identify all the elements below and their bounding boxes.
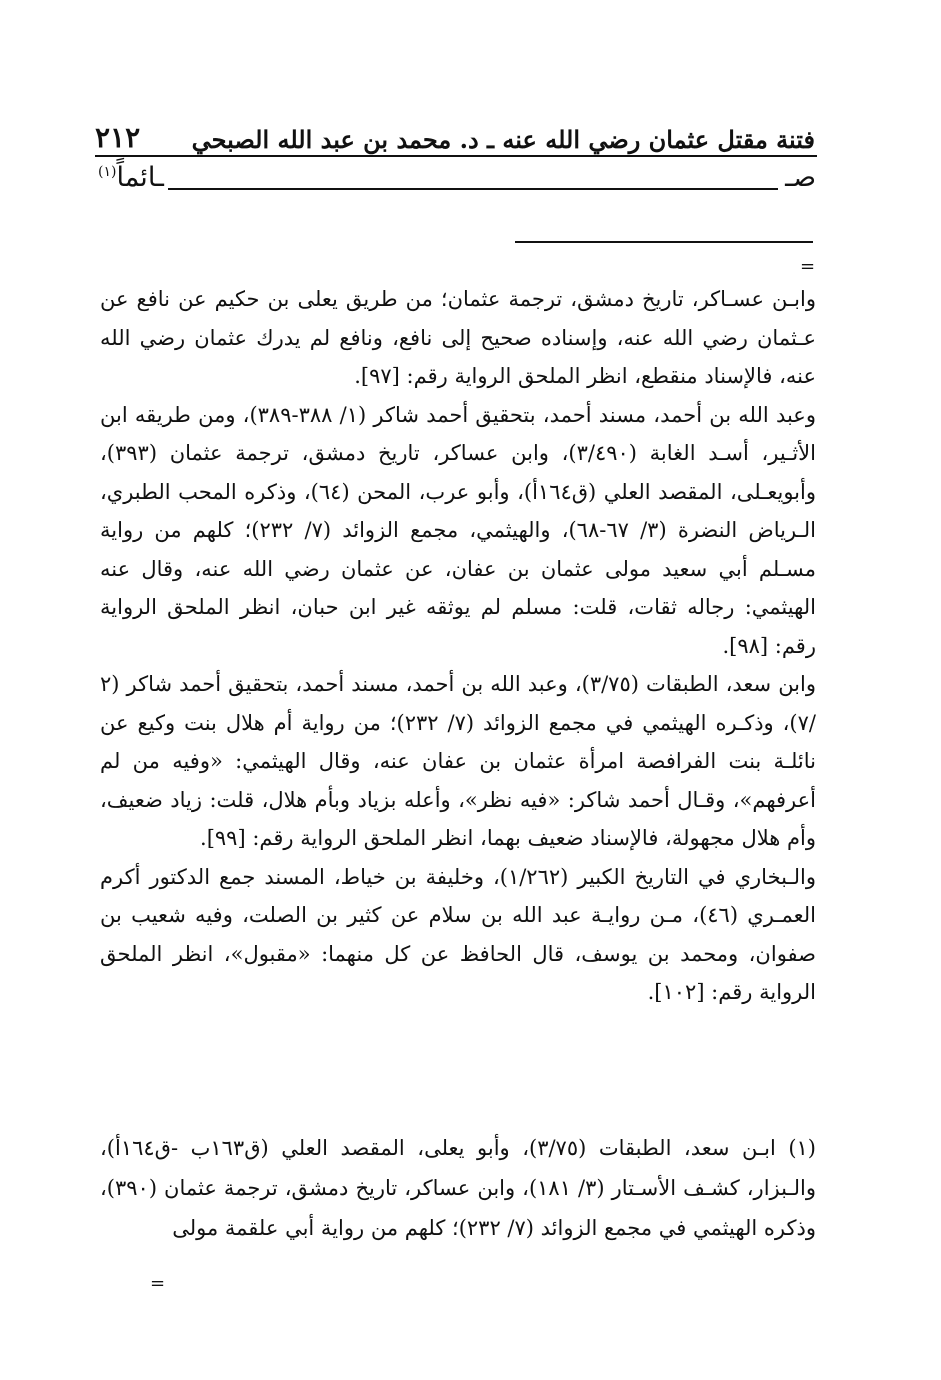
note-paragraph: وابن سعد، الطبقات (٣/٧٥)، وعبد الله بن أحمد، مسند أحمد، بتحقيق أحمد شاكر (٢ /٧)، وذكـره الهيثمي في مجمع الزوائد (٧/ ٢٣٢)؛ من رواية أم هلال بنت وكيع عن نائلـة بنت الفرافصة امرأة عثمان بن عفان عنه، وقال الهيثمي: «وفيه من لم أعرفهم»، وقـال أحمد شاكر: «فيه نظر»، وأعله بزياد وبأم هلال، قلت: زياد ضعيف، وأم هلال مجهولة، فالإسناد ضعيف بهما، انظر الملحق الرواية رقم: [٩٩].: [100, 672, 816, 850]
notes-body: [100, 280, 816, 1012]
note-paragraph: وعبد الله بن أحمد، مسند أحمد، بتحقيق أحمد شاكر (١/ ٣٨٨-٣٨٩)، ومن طريقه ابن الأثـير، أسـد الغابة (٣/٤٩٠)، وابن عساكر، تاريخ دمشق، ترجمة عثمان (٣٩٣)، وأبويعـلى، المقصد العلي (ق١٦٤أ)، وأبو عرب، المحن (٦٤)، وذكره المحب الطبري، الـرياض النضرة (٣/ ٦٧-٦٨)، والهيثمي، مجمع الزوائد (٧/ ٢٣٢)؛ كلهم من رواية مسـلم أبي سعيد مولى عثمان بن عفان، عن عثمان رضي الله عنه، وقال عنه الهيثمي: رجاله ثقات، قلت: مسلم لم يوثقه غير ابن حبان، انظر الملحق الرواية رقم: [٩٨].: [100, 402, 817, 658]
header-rule: [95, 155, 817, 157]
verse-end-word: ـائماً: [116, 162, 164, 193]
continuation-mark-top: =: [800, 256, 816, 277]
verse-line: [98, 160, 816, 200]
verse-end: [98, 162, 164, 193]
verse-start: صـ: [785, 162, 816, 193]
footnote-separator: [515, 241, 813, 243]
running-header: [95, 108, 815, 154]
note-paragraph: وابـن عسـاكر، تاريخ دمشق، ترجمة عثمان؛ من طريق يعلى بن حكيم عن نافع عن عـثمان رضي الله عنه، وإسناده صحيح إلى نافع، ونافع لم يدرك عثمان رضي الله عنه، فالإسناد منقطع، انظر الملحق الرواية رقم: [٩٧].: [100, 287, 816, 388]
header-title: فتنة مقتل عثمان رضي الله عنه ـ د. محمد بن عبد الله الصبحي: [191, 125, 815, 154]
continuation-mark-bottom: =: [150, 1273, 166, 1294]
verse-footnote-marker: (١): [98, 164, 117, 180]
verse-stretch-line: [168, 188, 778, 190]
page-number: ٢١٢: [95, 121, 141, 154]
note-paragraph: والـبخاري في التاريخ الكبير (١/٢٦٢)، وخليفة بن خياط، المسند جمع الدكتور أكرم العمـري (٤٦)، مـن روايـة عبد الله بن سلام عن كثير بن الصلت، وفيه شعيب بن صفوان، ومحمد بن يوسف، قال الحافظ عن كل منهما: «مقبول»، انظر الملحق الرواية رقم: [١٠٢].: [100, 864, 816, 1004]
footnote-1: (١) ابـن سعد، الطبقات (٣/٧٥)، وأبو يعلى، المقصد العلي (ق١٦٣ب -ق١٦٤أ)، والـبزار، كشـف الأسـتار (٣/ ١٨١)، وابن عساكر، تاريخ دمشق، ترجمة عثمان (٣٩٠)، وذكره الهيثمي في مجمع الزوائد (٧/ ٢٣٢)؛ كلهم من رواية أبي علقمة مولى: [100, 1136, 816, 1240]
